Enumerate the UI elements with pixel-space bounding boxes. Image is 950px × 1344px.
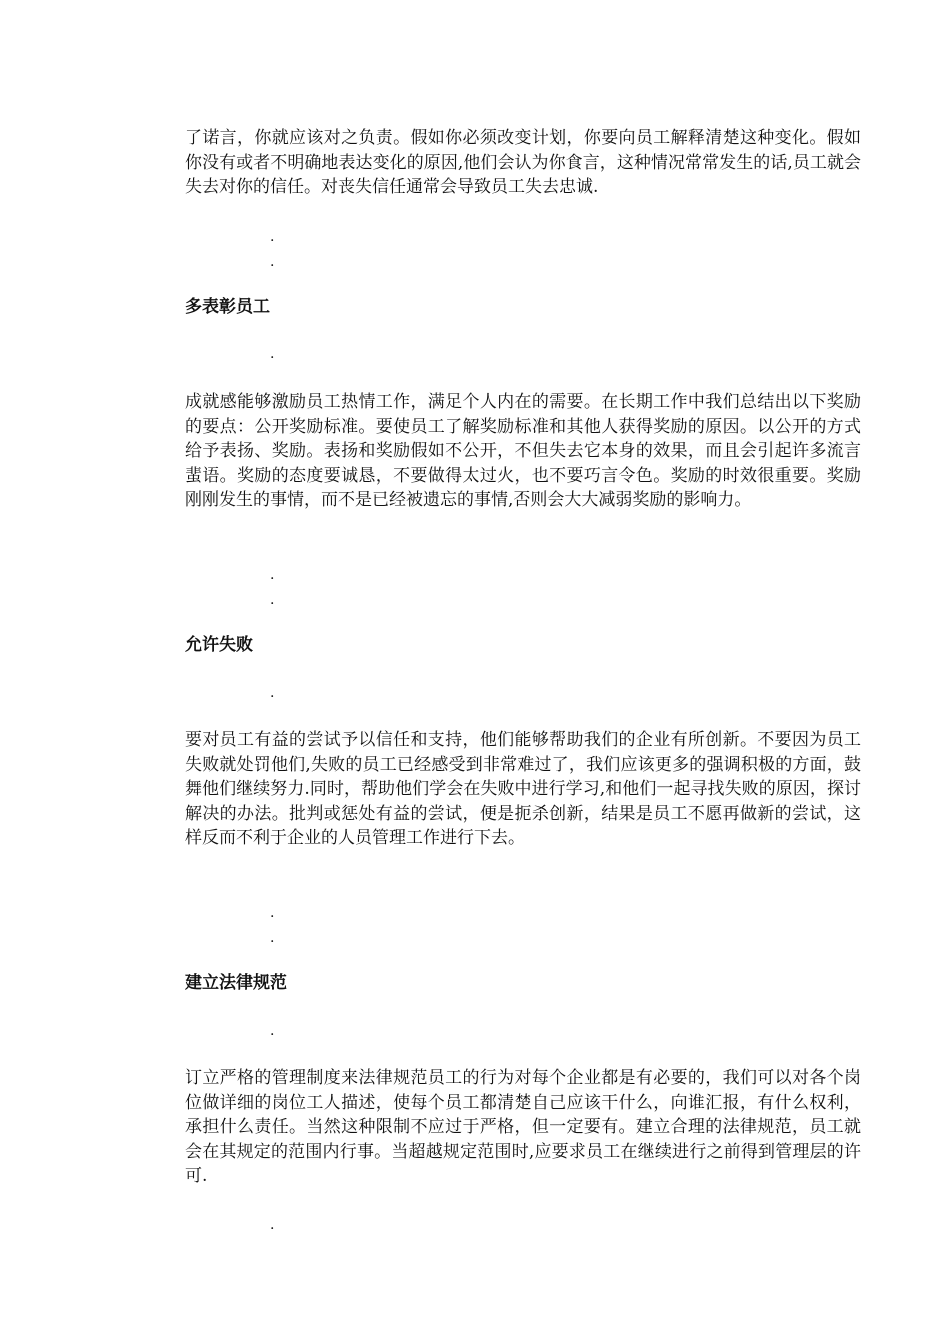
dot-marker: . [270, 346, 275, 362]
heading-praise-employees: 多表彰员工 [185, 297, 270, 317]
dot-marker: . [270, 567, 275, 583]
dot-marker: . [270, 1217, 275, 1233]
paragraph-legal-norms: 订立严格的管理制度来法律规范员工的行为对每个企业都是有必要的，我们可以对各个岗位做详细的岗位工人描述，使每个员工都清楚自己应该干什么，向谁汇报，有什么权利，承担什么责任。当然这种限制不应过于严格，但一定要有。建立合理的法律规范，员工就会在其规定的范围内行事。当超越规定范围时,应要求员工在继续进行之前得到管理层的许可. [185, 1068, 861, 1186]
paragraph-keep-promises: 了诺言，你就应该对之负责。假如你必须改变计划，你要向员工解释清楚这种变化。假如你没有或者不明确地表达变化的原因,他们会认为你食言，这种情况常常发生的话,员工就会失去对你的信任。对丧失信任通常会导致员工失去忠诚. [185, 128, 861, 197]
heading-legal-norms: 建立法律规范 [185, 973, 287, 993]
dot-marker: . [270, 254, 275, 270]
paragraph-failure: 要对员工有益的尝试予以信任和支持，他们能够帮助我们的企业有所创新。不要因为员工失败就处罚他们,失败的员工已经感受到非常难过了，我们应该更多的强调积极的方面，鼓舞他们继续努力.同时，帮助他们学会在失败中进行学习,和他们一起寻找失败的原因，探讨解决的办法。批判或惩处有益的尝试，便是扼杀创新，结果是员工不愿再做新的尝试，这样反而不利于企业的人员管理工作进行下去。 [185, 730, 861, 848]
dot-marker: . [270, 905, 275, 921]
dot-marker: . [270, 229, 275, 245]
dot-marker: . [270, 930, 275, 946]
paragraph-rewards: 成就感能够激励员工热情工作，满足个人内在的需要。在长期工作中我们总结出以下奖励的要点：公开奖励标准。要使员工了解奖励标准和其他人获得奖励的原因。以公开的方式给予表扬、奖励。表扬和奖励假如不公开，不但失去它本身的效果，而且会引起许多流言蜚语。奖励的态度要诚恳，不要做得太过火，也不要巧言令色。奖励的时效很重要。奖励刚刚发生的事情，而不是已经被遗忘的事情,否则会大大减弱奖励的影响力。 [185, 392, 861, 510]
dot-marker: . [270, 1023, 275, 1039]
dot-marker: . [270, 592, 275, 608]
dot-marker: . [270, 685, 275, 701]
heading-allow-failure: 允许失败 [185, 635, 253, 655]
